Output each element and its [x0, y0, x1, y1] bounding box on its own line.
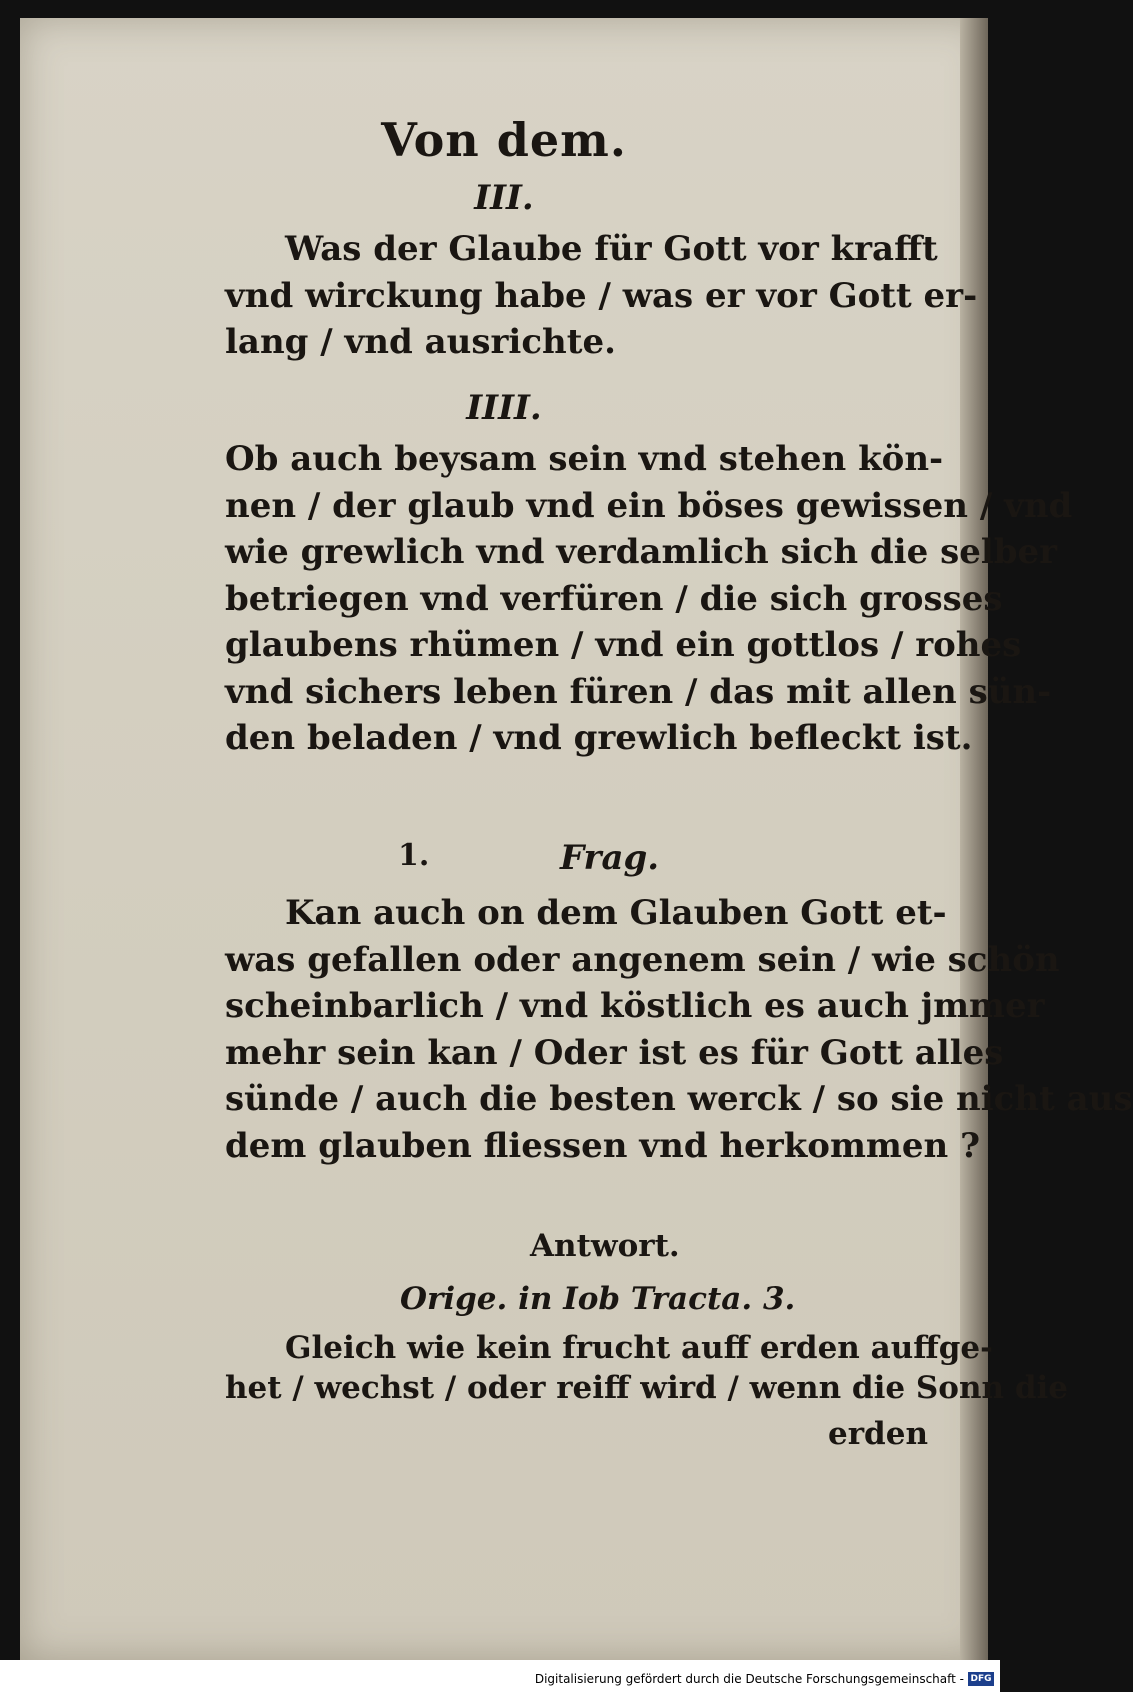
- text-line: lang / vnd ausrichte.: [225, 322, 616, 362]
- text-line: betriegen vnd verfüren / die sich grosses: [225, 578, 1003, 619]
- question-text: [225, 890, 1133, 1169]
- catchword: erden: [828, 1416, 928, 1452]
- dfg-logo-icon: DFG: [968, 1672, 994, 1686]
- text-line: Was der Glaube für Gott vor krafft: [285, 229, 938, 269]
- text-line: was gefallen oder angenem sein / wie schön: [225, 939, 1060, 980]
- text-line: wie grewlich vnd verdamlich sich die selber: [225, 532, 1058, 572]
- book-page: [20, 18, 1133, 1660]
- text-line: Ob auch beysam sein vnd stehen kön-: [225, 439, 944, 479]
- text-line: mehr sein kan / Oder ist es für Gott alles: [225, 1032, 1004, 1073]
- answer-text: [225, 1328, 1068, 1408]
- running-head: Von dem.: [381, 113, 627, 167]
- citation: Orige. in Iob Tracta. 3.: [400, 1281, 796, 1317]
- text-line: sünde / auch die besten werck / so sie nicht aus: [225, 1079, 1133, 1119]
- text-line: het / wechst / oder reiff wird / wenn die Sonn die: [225, 1370, 1068, 1406]
- answer-label: Antwort.: [530, 1228, 680, 1264]
- section-numeral-4: IIII.: [466, 388, 542, 428]
- question-label: Frag.: [560, 838, 660, 878]
- section-numeral-3: III.: [474, 178, 534, 218]
- text-line: scheinbarlich / vnd köstlich es auch jmmer: [225, 986, 1045, 1026]
- text-line: dem glauben fliessen vnd herkommen ?: [225, 1125, 981, 1166]
- text-line: Kan auch on dem Glauben Gott et-: [285, 893, 947, 933]
- funding-credit: Digitalisierung gefördert durch die Deutsche Forschungsgemeinschaft -: [534, 1672, 964, 1686]
- footer-bar: [0, 1660, 1000, 1692]
- section-3-text: [225, 226, 978, 366]
- text-line: glaubens rhümen / vnd ein gottlos / rohes: [225, 625, 1022, 665]
- text-line: den beladen / vnd grewlich befleckt ist.: [225, 718, 973, 758]
- section-4-text: [225, 436, 1073, 762]
- text-line: nen / der glaub vnd ein böses gewissen / vnd: [225, 485, 1073, 526]
- text-line: vnd wirckung habe / was er vor Gott er-: [225, 275, 978, 316]
- text-line: vnd sichers leben füren / das mit allen sün-: [225, 671, 1052, 712]
- question-number: 1.: [398, 838, 430, 873]
- text-line: Gleich wie kein frucht auff erden auffge-: [285, 1330, 993, 1366]
